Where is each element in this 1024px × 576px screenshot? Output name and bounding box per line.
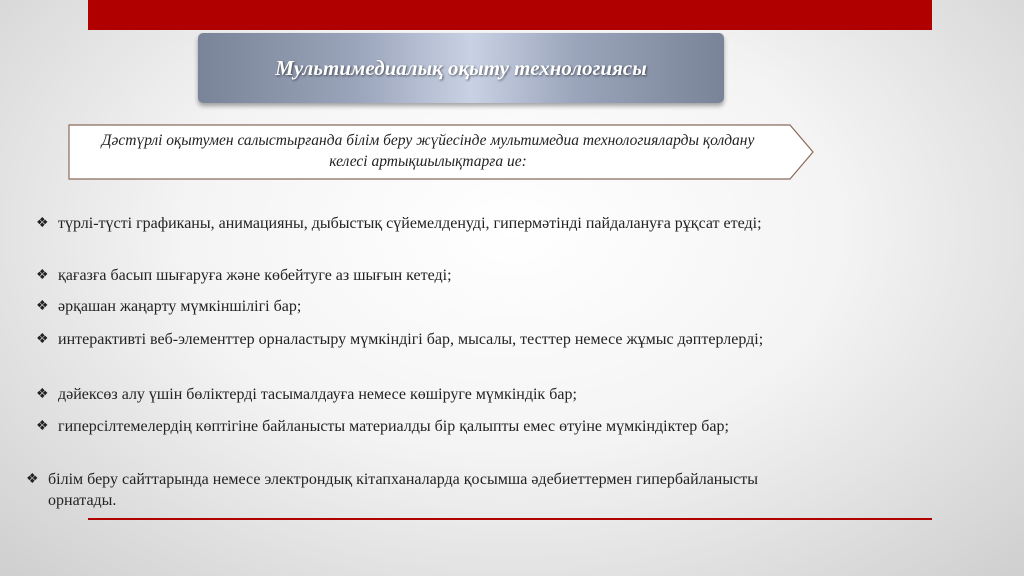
- bullet-item: [36, 213, 806, 234]
- top-accent-bar: [88, 0, 932, 30]
- bullet-item: [36, 416, 736, 437]
- diamond-bullet-icon: ❖: [36, 387, 49, 402]
- slide-title: Мультимедиалық оқыту технологиясы: [275, 55, 647, 80]
- bullet-item: [36, 296, 806, 317]
- bullet-item: [36, 265, 506, 286]
- intro-callout: [68, 124, 814, 180]
- diamond-bullet-icon: ❖: [26, 472, 39, 487]
- diamond-bullet-icon: ❖: [36, 299, 49, 314]
- bullet-item: [26, 469, 786, 511]
- bullet-text: дәйексөз алу үшін бөліктерді тасымалдауға немесе көшіруге мүмкіндік бар;: [58, 386, 577, 403]
- title-banner: [198, 33, 724, 103]
- bullet-text: әрқашан жаңарту мүмкіншілігі бар;: [58, 298, 302, 315]
- bullet-text: интерактивті веб-элементтер орналастыру мүмкіндігі бар, мысалы, тесттер немесе жұмыс дәптерлерді;: [58, 331, 764, 348]
- diamond-bullet-icon: ❖: [36, 332, 49, 347]
- intro-text: Дәстүрлі оқытумен салыстырғанда білім беру жүйесінде мультимедиа технологияларды қолдану келесі артықшылықтарға ие:: [101, 132, 755, 170]
- bullet-text: гиперсілтемелердің көптігіне байланысты материалды бір қалыпты емес өтуіне мүмкіндіктер бар;: [58, 418, 729, 435]
- diamond-bullet-icon: ❖: [36, 216, 49, 231]
- bottom-divider: [88, 518, 932, 520]
- bullet-text: қағазға басып шығаруға және көбейтуге аз шығын кетеді;: [58, 267, 452, 284]
- diamond-bullet-icon: ❖: [36, 268, 49, 283]
- bullet-item: [36, 384, 806, 405]
- bullet-item: [36, 329, 806, 350]
- bullet-text: түрлі-түсті графиканы, анимацияны, дыбыстық сүйемелденуді, гипермәтінді пайдалануға рұқсат етеді;: [58, 215, 762, 232]
- diamond-bullet-icon: ❖: [36, 419, 49, 434]
- bullet-text: білім беру сайттарында немесе электрондық кітапханаларда қосымша әдебиеттермен гипербайланысты орнатады.: [48, 471, 758, 509]
